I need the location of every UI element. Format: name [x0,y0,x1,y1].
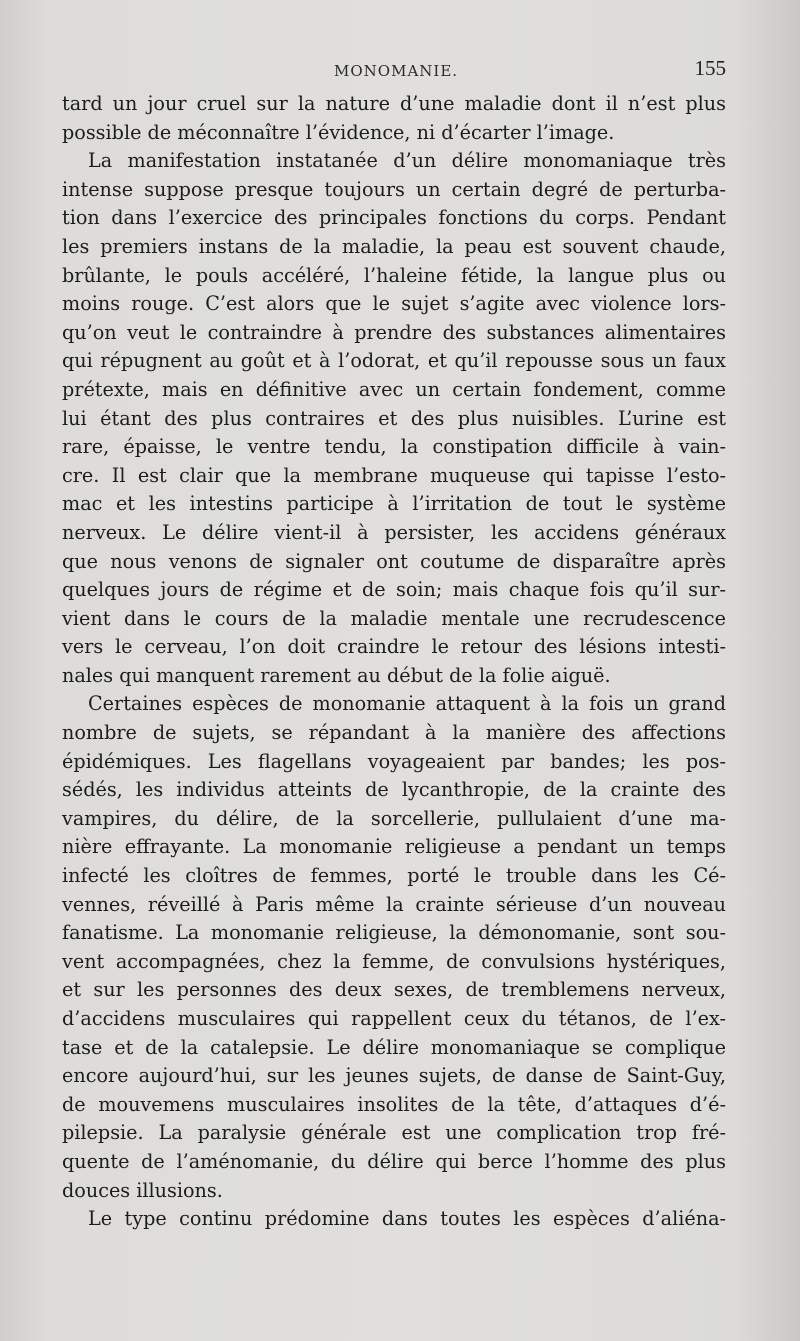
text-line: vennes, réveillé à Paris même la crainte sérieuse d’un nouveau [62,892,726,916]
paragraph-start-line: Le type continu prédomine dans toutes les espèces d’aliéna- [88,1207,726,1231]
text-line: d’accidens musculaires qui rappellent ceux du tétanos, de l’ex- [62,1007,726,1030]
text-line: moins rouge. C’est alors que le sujet s’agite avec violence lors- [62,292,726,316]
text-line: lui étant des plus contraires et des plus nuisibles. L’urine est [62,406,726,430]
text-line: cre. Il est clair que la membrane muqueuse qui tapisse l’esto- [62,463,726,487]
body-text [62,90,726,1234]
text-line: les premiers instans de la maladie, la peau est souvent chaude, [62,234,726,258]
text-line: épidémiques. Les flagellans voyageaient par bandes; les pos- [62,749,726,773]
text-line: de mouvemens musculaires insolites de la tête, d’attaques d’é- [62,1092,726,1116]
text-line: vampires, du délire, de la sorcellerie, pullulaient d’une ma- [62,806,726,830]
paragraph-start-line: La manifestation instatanée d’un délire monomaniaque très [88,149,726,173]
text-line: prétexte, mais en définitive avec un certain fondement, comme [62,377,726,401]
text-line: rare, épaisse, le ventre tendu, la constipation difficile à vain- [62,435,726,459]
text-line: intense suppose presque toujours un certain degré de perturba- [62,177,726,201]
text-line: quelques jours de régime et de soin; mais chaque fois qu’il sur- [62,578,726,602]
text-line: qu’on veut le contraindre à prendre des substances alimentaires [62,320,726,344]
text-line: tion dans l’exercice des principales fonctions du corps. Pendant [62,206,726,230]
page-number: 155 [694,56,726,80]
text-line: qui répugnent au goût et à l’odorat, et qu’il repousse sous un faux [62,349,726,373]
text-line: nales qui manquent rarement au début de la folie aiguë. [62,663,611,687]
text-line: nerveux. Le délire vient-il à persister, les accidens généraux [62,520,726,544]
text-line: quente de l’aménomanie, du délire qui berce l’homme des plus [62,1149,726,1173]
text-line: tard un jour cruel sur la nature d’une maladie dont il n’est plus [62,92,726,115]
text-line: nière effrayante. La monomanie religieuse a pendant un temps [62,835,726,859]
text-line: encore aujourd’hui, sur les jeunes sujets, de danse de Saint-Guy, [62,1064,726,1088]
paragraph-start-line: Certaines espèces de monomanie attaquent à la fois un grand [88,692,726,716]
text-line: vient dans le cours de la maladie mentale une recrudescence [62,606,726,630]
text-line: vers le cerveau, l’on doit craindre le retour des lésions intesti- [62,635,726,659]
text-line: pilepsie. La paralysie générale est une complication trop fré- [62,1121,726,1145]
text-line: que nous venons de signaler ont coutume de disparaître après [62,549,726,573]
text-line: douces illusions. [62,1178,223,1202]
text-line: tase et de la catalepsie. Le délire monomaniaque se complique [62,1035,726,1059]
text-line: brûlante, le pouls accéléré, l’haleine fétide, la langue plus ou [62,263,726,287]
text-line: sédés, les individus atteints de lycanthropie, de la crainte des [62,778,726,802]
running-title: MONOMANIE. [334,62,459,80]
page-header [62,56,726,86]
text-line: nombre de sujets, se répandant à la manière des affections [62,721,726,745]
text-line: mac et les intestins participe à l’irritation de tout le système [62,492,726,516]
text-line: vent accompagnées, chez la femme, de convulsions hystériques, [62,949,726,973]
text-line: et sur les personnes des deux sexes, de tremblemens nerveux, [62,978,726,1002]
text-line: fanatisme. La monomanie religieuse, la démonomanie, sont sou- [62,921,726,945]
text-line: infecté les cloîtres de femmes, porté le trouble dans les Cé- [62,864,726,888]
text-line: possible de méconnaître l’évidence, ni d’écarter l’image. [62,120,615,144]
